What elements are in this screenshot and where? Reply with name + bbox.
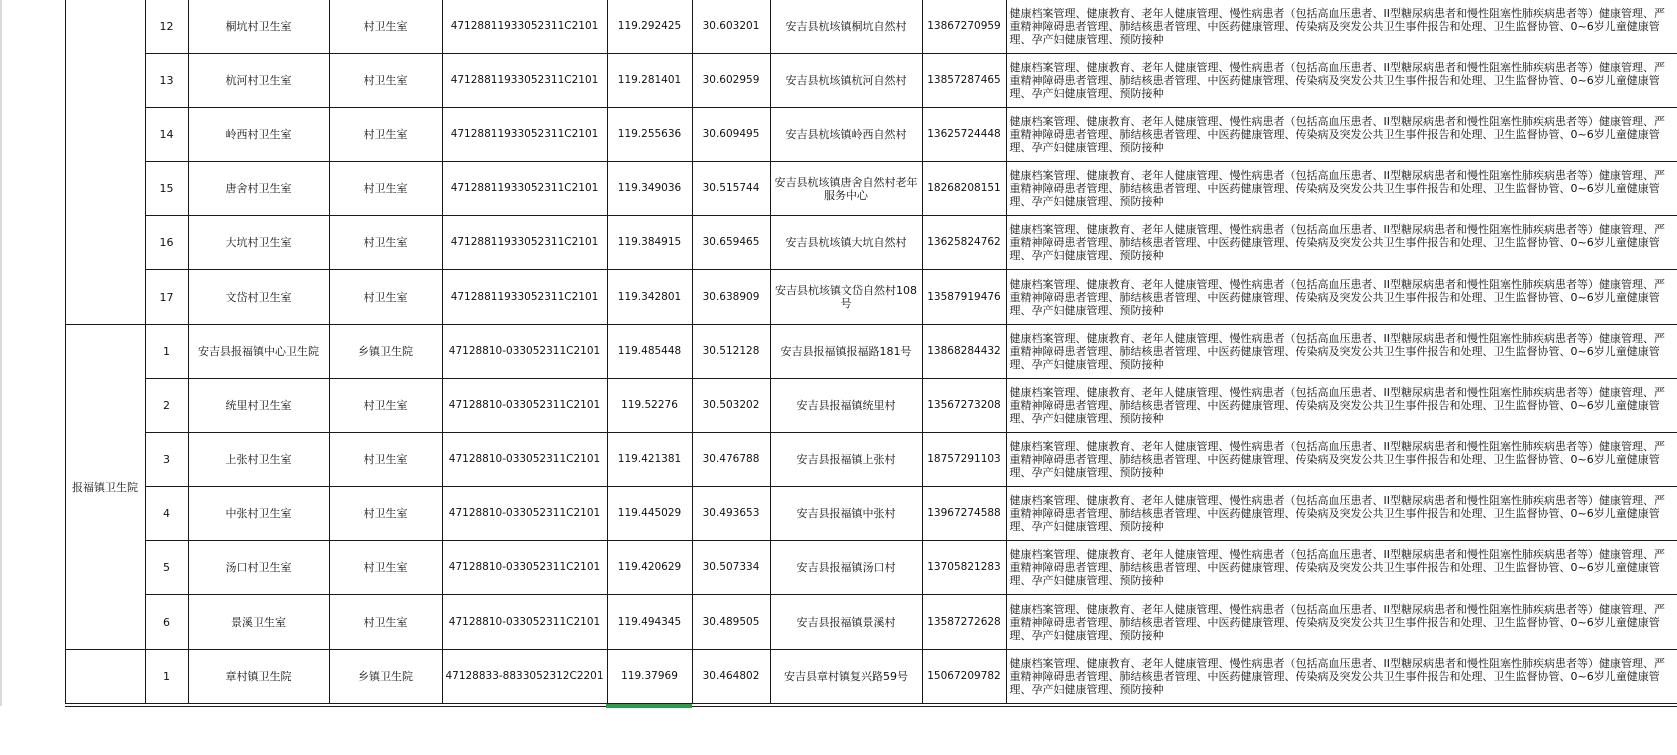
facility-code-cell[interactable]: 47128811933052311C2101 [442, 216, 607, 270]
table-row[interactable] [0, 541, 1677, 595]
services-cell[interactable]: 健康档案管理、健康教育、老年人健康管理、慢性病患者（包括高血压患者、II型糖尿病患者和慢性阻塞性肺疾病患者等）健康管理、严重精神障碍患者管理、肺结核患者管理、中医药健康管理、传染病及突发公共卫生事件报告和处理、卫生监督协管、0~6岁儿童健康管理、孕产妇健康管理、预防接种 [1006, 54, 1677, 108]
address-cell[interactable]: 安吉县报福镇统里村 [770, 379, 922, 433]
phone-cell[interactable]: 18268208151 [922, 162, 1006, 216]
table-row[interactable] [0, 0, 1677, 54]
latitude-cell[interactable]: 30.503202 [692, 379, 770, 433]
services-cell[interactable]: 健康档案管理、健康教育、老年人健康管理、慢性病患者（包括高血压患者、II型糖尿病患者和慢性阻塞性肺疾病患者等）健康管理、严重精神障碍患者管理、肺结核患者管理、中医药健康管理、传染病及突发公共卫生事件报告和处理、卫生监督协管、0~6岁儿童健康管理、孕产妇健康管理、预防接种 [1006, 325, 1677, 379]
table-row[interactable] [0, 54, 1677, 108]
table-row[interactable] [0, 108, 1677, 162]
phone-cell[interactable]: 13567273208 [922, 379, 1006, 433]
facility-type-cell[interactable]: 村卫生室 [329, 162, 442, 216]
row-number-cell[interactable]: 1 [145, 325, 188, 379]
row-number-cell[interactable]: 15 [145, 162, 188, 216]
row-number-cell[interactable]: 16 [145, 216, 188, 270]
services-cell[interactable]: 健康档案管理、健康教育、老年人健康管理、慢性病患者（包括高血压患者、II型糖尿病患者和慢性阻塞性肺疾病患者等）健康管理、严重精神障碍患者管理、肺结核患者管理、中医药健康管理、传染病及突发公共卫生事件报告和处理、卫生监督协管、0~6岁儿童健康管理、孕产妇健康管理、预防接种 [1006, 162, 1677, 216]
latitude-cell[interactable]: 30.489505 [692, 595, 770, 650]
row-number-cell[interactable]: 17 [145, 270, 188, 325]
facility-code-cell[interactable]: 47128833-8833052312C2201 [442, 650, 607, 704]
facility-type-cell[interactable]: 村卫生室 [329, 595, 442, 650]
table-row[interactable] [0, 216, 1677, 270]
latitude-cell[interactable]: 30.603201 [692, 0, 770, 54]
services-cell[interactable]: 健康档案管理、健康教育、老年人健康管理、慢性病患者（包括高血压患者、II型糖尿病患者和慢性阻塞性肺疾病患者等）健康管理、严重精神障碍患者管理、肺结核患者管理、中医药健康管理、传染病及突发公共卫生事件报告和处理、卫生监督协管、0~6岁儿童健康管理、孕产妇健康管理、预防接种 [1006, 0, 1677, 54]
services-cell[interactable]: 健康档案管理、健康教育、老年人健康管理、慢性病患者（包括高血压患者、II型糖尿病患者和慢性阻塞性肺疾病患者等）健康管理、严重精神障碍患者管理、肺结核患者管理、中医药健康管理、传染病及突发公共卫生事件报告和处理、卫生监督协管、0~6岁儿童健康管理、孕产妇健康管理、预防接种 [1006, 595, 1677, 650]
latitude-cell[interactable]: 30.476788 [692, 433, 770, 487]
longitude-cell[interactable]: 119.255636 [607, 108, 692, 162]
longitude-cell[interactable]: 119.445029 [607, 487, 692, 541]
row-number-cell[interactable]: 1 [145, 650, 188, 704]
table-row[interactable] [0, 595, 1677, 650]
sheet-empty-area[interactable] [0, 706, 1677, 755]
address-cell[interactable]: 安吉县杭垓镇唐舍自然村老年服务中心 [770, 162, 922, 216]
table-row[interactable] [0, 270, 1677, 325]
facility-type-cell[interactable]: 乡镇卫生院 [329, 325, 442, 379]
table-row[interactable] [0, 650, 1677, 704]
address-cell[interactable]: 安吉县报福镇景溪村 [770, 595, 922, 650]
longitude-cell[interactable]: 119.384915 [607, 216, 692, 270]
latitude-cell[interactable]: 30.659465 [692, 216, 770, 270]
address-cell[interactable]: 安吉县杭垓镇大坑自然村 [770, 216, 922, 270]
facility-name-cell[interactable]: 文岱村卫生室 [188, 270, 329, 325]
table-row[interactable] [0, 487, 1677, 541]
sheet-bottom-border [65, 706, 1677, 707]
phone-cell[interactable]: 13857287465 [922, 54, 1006, 108]
longitude-cell[interactable]: 119.421381 [607, 433, 692, 487]
facility-name-cell[interactable]: 统里村卫生室 [188, 379, 329, 433]
facility-name-cell[interactable]: 上张村卫生室 [188, 433, 329, 487]
facility-code-cell[interactable]: 47128811933052311C2101 [442, 270, 607, 325]
row-number-cell[interactable]: 3 [145, 433, 188, 487]
longitude-cell[interactable]: 119.420629 [607, 541, 692, 595]
facility-name-cell[interactable]: 杭河村卫生室 [188, 54, 329, 108]
phone-cell[interactable]: 13625724448 [922, 108, 1006, 162]
services-cell[interactable]: 健康档案管理、健康教育、老年人健康管理、慢性病患者（包括高血压患者、II型糖尿病患者和慢性阻塞性肺疾病患者等）健康管理、严重精神障碍患者管理、肺结核患者管理、中医药健康管理、传染病及突发公共卫生事件报告和处理、卫生监督协管、0~6岁儿童健康管理、孕产妇健康管理、预防接种 [1006, 487, 1677, 541]
row-number-cell[interactable]: 6 [145, 595, 188, 650]
facility-type-cell[interactable]: 乡镇卫生院 [329, 650, 442, 704]
longitude-cell[interactable]: 119.281401 [607, 54, 692, 108]
facility-type-cell[interactable]: 村卫生室 [329, 54, 442, 108]
facility-name-cell[interactable]: 景溪卫生室 [188, 595, 329, 650]
phone-cell[interactable]: 13868284432 [922, 325, 1006, 379]
phone-cell[interactable]: 13867270959 [922, 0, 1006, 54]
facility-code-cell[interactable]: 47128810-033052311C2101 [442, 325, 607, 379]
latitude-cell[interactable]: 30.507334 [692, 541, 770, 595]
latitude-cell[interactable]: 30.512128 [692, 325, 770, 379]
facility-name-cell[interactable]: 安吉县报福镇中心卫生院 [188, 325, 329, 379]
latitude-cell[interactable]: 30.493653 [692, 487, 770, 541]
facility-code-cell[interactable]: 47128810-033052311C2101 [442, 595, 607, 650]
longitude-cell[interactable]: 119.349036 [607, 162, 692, 216]
longitude-cell[interactable]: 119.292425 [607, 0, 692, 54]
facility-type-cell[interactable]: 村卫生室 [329, 108, 442, 162]
address-cell[interactable]: 安吉县报福镇中张村 [770, 487, 922, 541]
row-number-cell[interactable]: 5 [145, 541, 188, 595]
facility-type-cell[interactable]: 村卫生室 [329, 0, 442, 54]
row-number-cell[interactable]: 4 [145, 487, 188, 541]
facility-code-cell[interactable]: 47128811933052311C2101 [442, 0, 607, 54]
facility-type-cell[interactable]: 村卫生室 [329, 541, 442, 595]
longitude-cell[interactable]: 119.52276 [607, 379, 692, 433]
longitude-cell[interactable]: 119.342801 [607, 270, 692, 325]
facility-name-cell[interactable]: 岭西村卫生室 [188, 108, 329, 162]
phone-cell[interactable]: 13625824762 [922, 216, 1006, 270]
facility-name-cell[interactable]: 唐舍村卫生室 [188, 162, 329, 216]
address-cell[interactable]: 安吉县杭垓镇岭西自然村 [770, 108, 922, 162]
table-row[interactable] [0, 325, 1677, 379]
address-cell[interactable]: 安吉县杭垓镇文岱自然村108号 [770, 270, 922, 325]
services-cell[interactable]: 健康档案管理、健康教育、老年人健康管理、慢性病患者（包括高血压患者、II型糖尿病患者和慢性阻塞性肺疾病患者等）健康管理、严重精神障碍患者管理、肺结核患者管理、中医药健康管理、传染病及突发公共卫生事件报告和处理、卫生监督协管、0~6岁儿童健康管理、孕产妇健康管理、预防接种 [1006, 379, 1677, 433]
services-cell[interactable]: 健康档案管理、健康教育、老年人健康管理、慢性病患者（包括高血压患者、II型糖尿病患者和慢性阻塞性肺疾病患者等）健康管理、严重精神障碍患者管理、肺结核患者管理、中医药健康管理、传染病及突发公共卫生事件报告和处理、卫生监督协管、0~6岁儿童健康管理、孕产妇健康管理、预防接种 [1006, 216, 1677, 270]
longitude-cell[interactable]: 119.37969 [607, 650, 692, 704]
leftmost-column-cell[interactable] [0, 0, 65, 704]
latitude-cell[interactable]: 30.602959 [692, 54, 770, 108]
phone-cell[interactable]: 13587919476 [922, 270, 1006, 325]
phone-cell[interactable]: 13705821283 [922, 541, 1006, 595]
facility-name-cell[interactable]: 章村镇卫生院 [188, 650, 329, 704]
phone-cell[interactable]: 13587272628 [922, 595, 1006, 650]
table-row[interactable] [0, 162, 1677, 216]
latitude-cell[interactable]: 30.609495 [692, 108, 770, 162]
selected-cell-indicator [606, 704, 692, 708]
services-cell[interactable]: 健康档案管理、健康教育、老年人健康管理、慢性病患者（包括高血压患者、II型糖尿病患者和慢性阻塞性肺疾病患者等）健康管理、严重精神障碍患者管理、肺结核患者管理、中医药健康管理、传染病及突发公共卫生事件报告和处理、卫生监督协管、0~6岁儿童健康管理、孕产妇健康管理、预防接种 [1006, 650, 1677, 704]
facility-name-cell[interactable]: 桐坑村卫生室 [188, 0, 329, 54]
facility-type-cell[interactable]: 村卫生室 [329, 433, 442, 487]
facility-name-cell[interactable]: 汤口村卫生室 [188, 541, 329, 595]
facility-type-cell[interactable]: 村卫生室 [329, 270, 442, 325]
table-row[interactable] [0, 433, 1677, 487]
facility-code-cell[interactable]: 47128810-033052311C2101 [442, 379, 607, 433]
facility-code-cell[interactable]: 47128811933052311C2101 [442, 162, 607, 216]
address-cell[interactable]: 安吉县杭垓镇杭河自然村 [770, 54, 922, 108]
services-cell[interactable]: 健康档案管理、健康教育、老年人健康管理、慢性病患者（包括高血压患者、II型糖尿病患者和慢性阻塞性肺疾病患者等）健康管理、严重精神障碍患者管理、肺结核患者管理、中医药健康管理、传染病及突发公共卫生事件报告和处理、卫生监督协管、0~6岁儿童健康管理、孕产妇健康管理、预防接种 [1006, 433, 1677, 487]
latitude-cell[interactable]: 30.515744 [692, 162, 770, 216]
row-number-cell[interactable]: 2 [145, 379, 188, 433]
row-number-cell[interactable]: 12 [145, 0, 188, 54]
facility-code-cell[interactable]: 47128811933052311C2101 [442, 54, 607, 108]
phone-cell[interactable]: 15067209782 [922, 650, 1006, 704]
facility-name-cell[interactable]: 大坑村卫生室 [188, 216, 329, 270]
facility-code-cell[interactable]: 47128810-033052311C2101 [442, 541, 607, 595]
address-cell[interactable]: 安吉县杭垓镇桐坑自然村 [770, 0, 922, 54]
facility-type-cell[interactable]: 村卫生室 [329, 487, 442, 541]
phone-cell[interactable]: 13967274588 [922, 487, 1006, 541]
services-cell[interactable]: 健康档案管理、健康教育、老年人健康管理、慢性病患者（包括高血压患者、II型糖尿病患者和慢性阻塞性肺疾病患者等）健康管理、严重精神障碍患者管理、肺结核患者管理、中医药健康管理、传染病及突发公共卫生事件报告和处理、卫生监督协管、0~6岁儿童健康管理、孕产妇健康管理、预防接种 [1006, 541, 1677, 595]
facility-type-cell[interactable]: 村卫生室 [329, 216, 442, 270]
longitude-cell[interactable]: 119.494345 [607, 595, 692, 650]
facility-code-cell[interactable]: 47128810-033052311C2101 [442, 433, 607, 487]
group-cell-baofu[interactable]: 报福镇卫生院 [65, 325, 145, 650]
latitude-cell[interactable]: 30.638909 [692, 270, 770, 325]
services-cell[interactable]: 健康档案管理、健康教育、老年人健康管理、慢性病患者（包括高血压患者、II型糖尿病患者和慢性阻塞性肺疾病患者等）健康管理、严重精神障碍患者管理、肺结核患者管理、中医药健康管理、传染病及突发公共卫生事件报告和处理、卫生监督协管、0~6岁儿童健康管理、孕产妇健康管理、预防接种 [1006, 108, 1677, 162]
services-cell[interactable]: 健康档案管理、健康教育、老年人健康管理、慢性病患者（包括高血压患者、II型糖尿病患者和慢性阻塞性肺疾病患者等）健康管理、严重精神障碍患者管理、肺结核患者管理、中医药健康管理、传染病及突发公共卫生事件报告和处理、卫生监督协管、0~6岁儿童健康管理、孕产妇健康管理、预防接种 [1006, 270, 1677, 325]
facility-type-cell[interactable]: 村卫生室 [329, 379, 442, 433]
latitude-cell[interactable]: 30.464802 [692, 650, 770, 704]
group-cell[interactable] [65, 650, 145, 704]
row-number-cell[interactable]: 14 [145, 108, 188, 162]
address-cell[interactable]: 安吉县章村镇复兴路59号 [770, 650, 922, 704]
address-cell[interactable]: 安吉县报福镇上张村 [770, 433, 922, 487]
phone-cell[interactable]: 18757291103 [922, 433, 1006, 487]
row-number-cell[interactable]: 13 [145, 54, 188, 108]
facility-name-cell[interactable]: 中张村卫生室 [188, 487, 329, 541]
address-cell[interactable]: 安吉县报福镇汤口村 [770, 541, 922, 595]
group-cell[interactable] [65, 0, 145, 325]
facility-code-cell[interactable]: 47128811933052311C2101 [442, 108, 607, 162]
facility-code-cell[interactable]: 47128810-033052311C2101 [442, 487, 607, 541]
address-cell[interactable]: 安吉县报福镇报福路181号 [770, 325, 922, 379]
table-row[interactable] [0, 379, 1677, 433]
longitude-cell[interactable]: 119.485448 [607, 325, 692, 379]
